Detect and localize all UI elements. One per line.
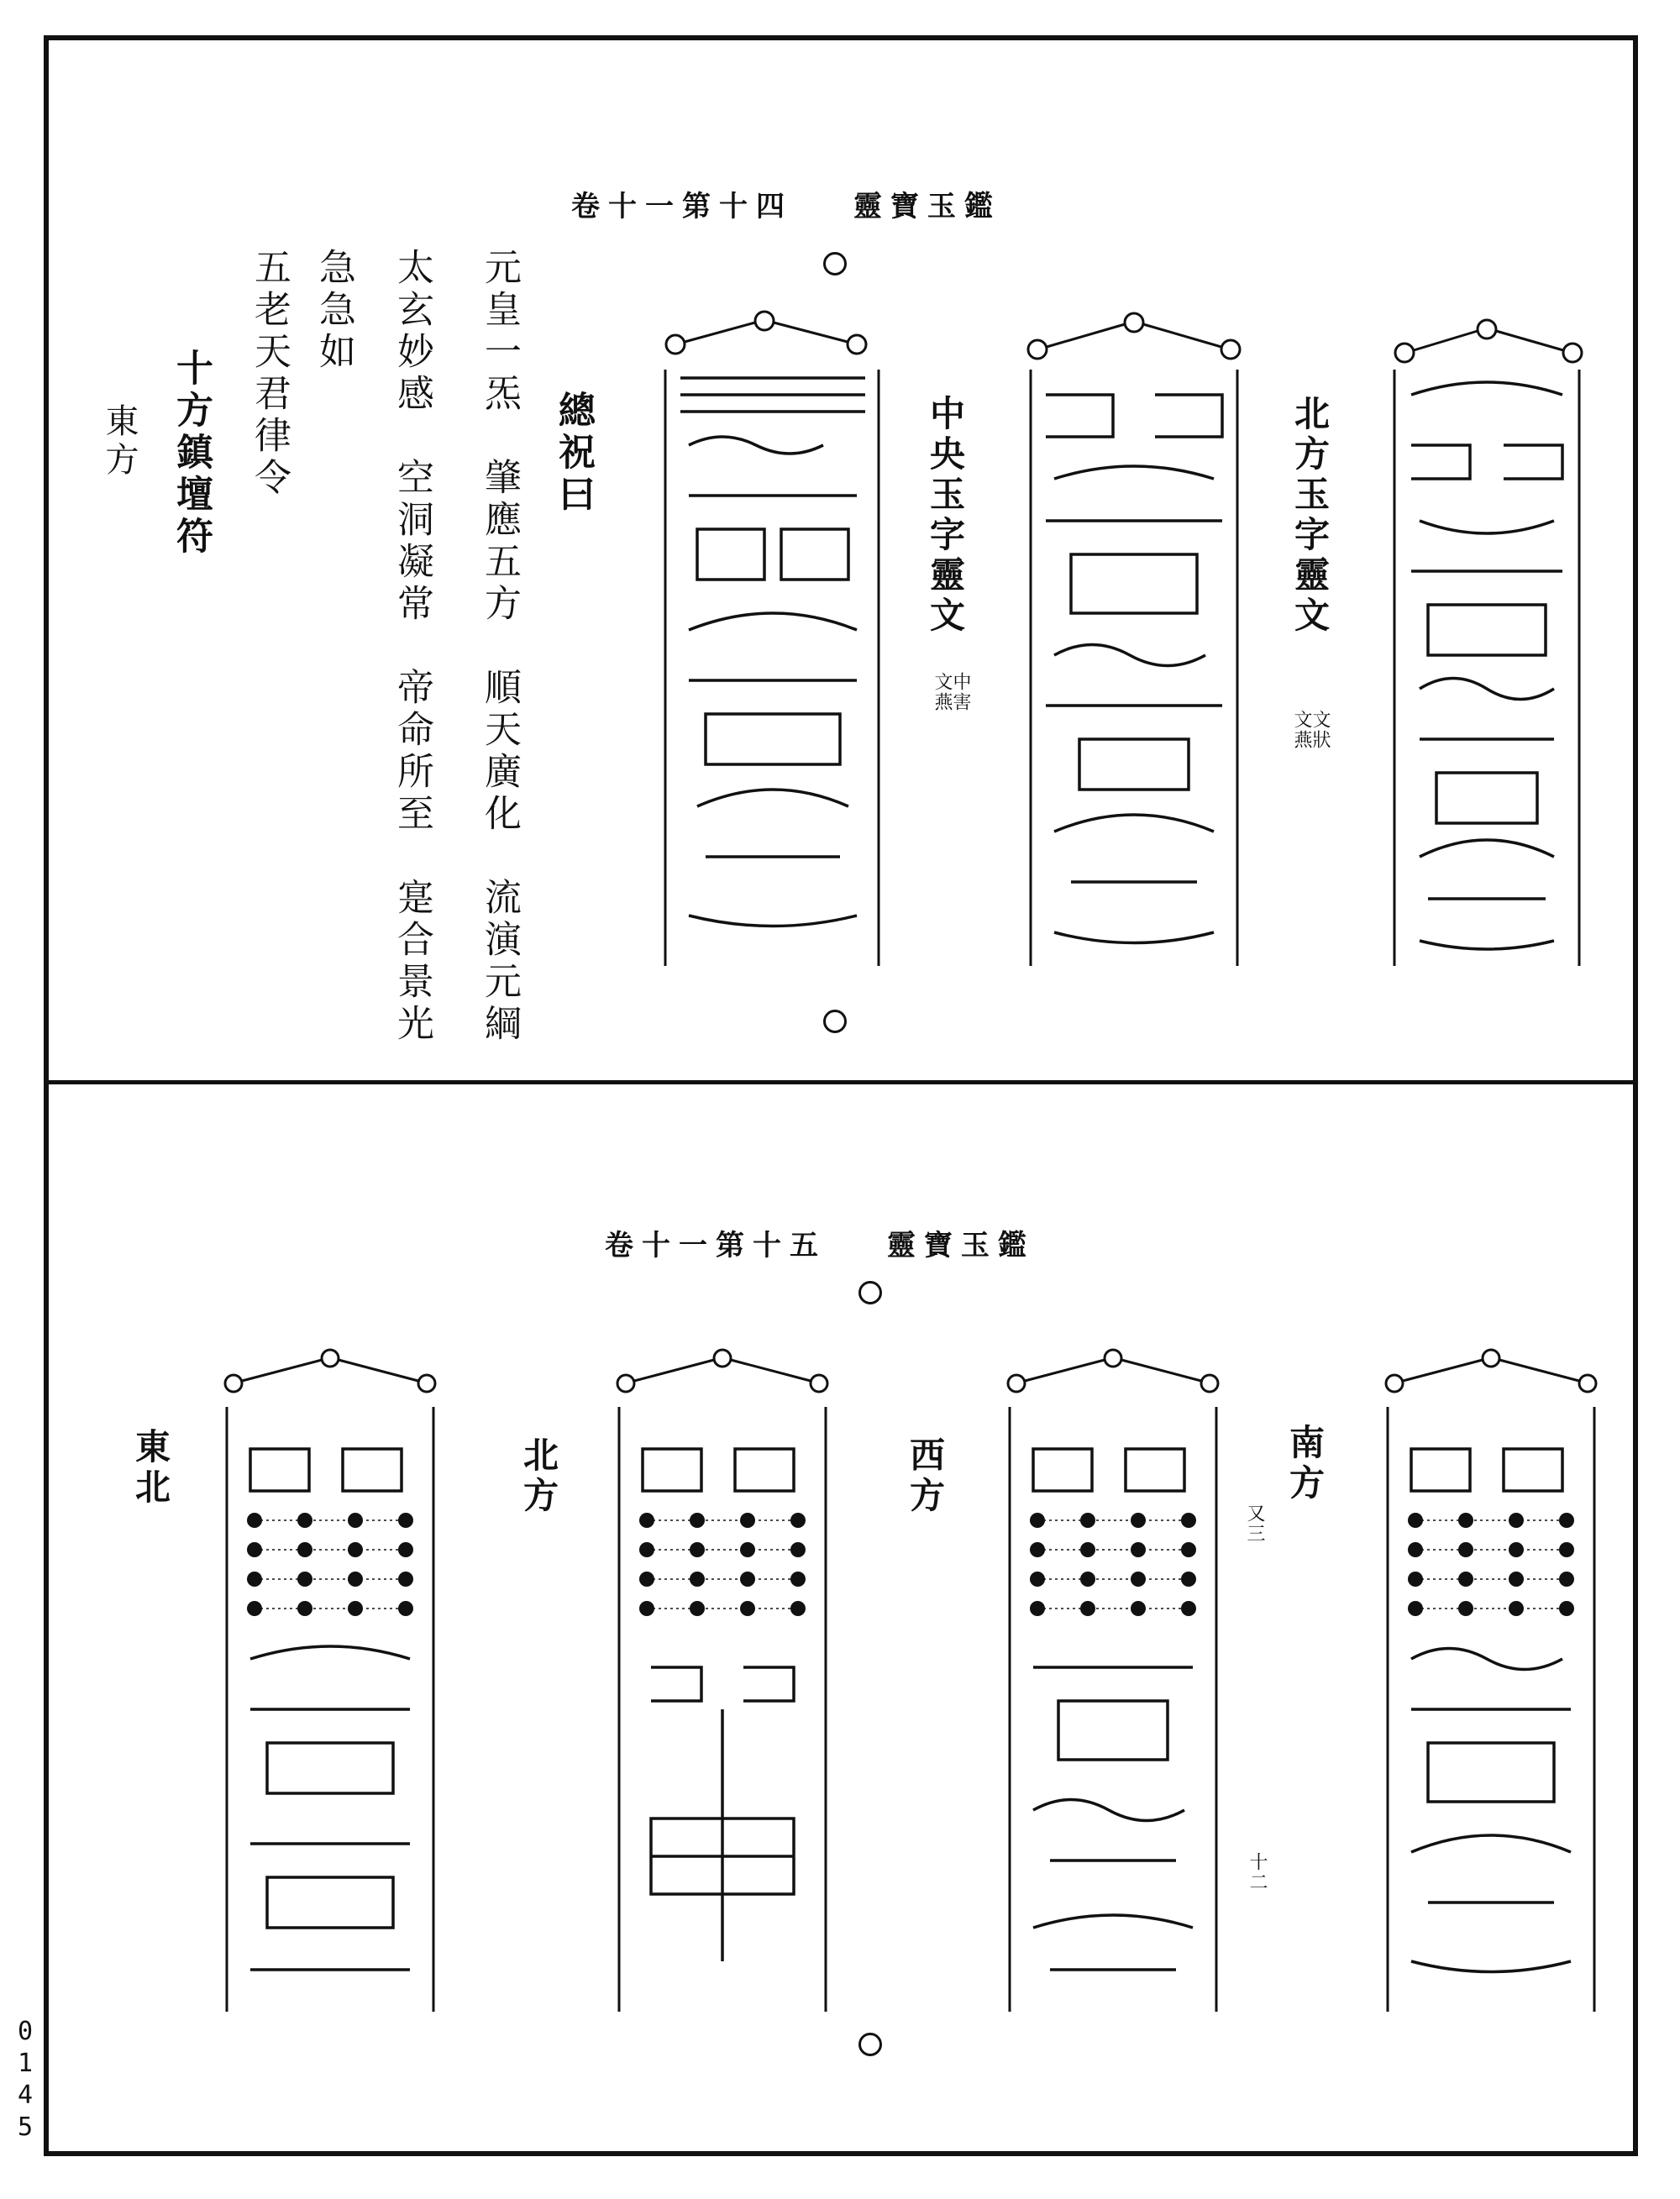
verse-line-5: 十方鎮壇符 (170, 349, 213, 559)
label-center-note: 中害 文燕 (932, 672, 971, 712)
bottom-header-title: 靈寶玉鑑 (886, 1229, 1035, 1262)
label-south: 南方 (1284, 1424, 1326, 1504)
bottom-header (605, 1222, 1035, 1263)
page-number: 0145 (17, 2017, 34, 2142)
label-north-glyph-text: 北方玉字靈文 (1289, 395, 1331, 637)
verse-line-4: 五老天君律令 (248, 248, 291, 500)
label-center-glyph-text: 中央玉字靈文 (925, 395, 966, 637)
verse-line-3: 急急如 (312, 248, 355, 374)
top-ring-lower (823, 1010, 847, 1033)
label-north-note: 文狀 文燕 (1291, 710, 1331, 750)
verse-line-1: 元皇一炁 肇應五方 順天廣化 流演元綱 (478, 248, 521, 1046)
verse-line-2: 太玄妙感 空洞凝常 帝命所至 寔合景光 (391, 248, 433, 1046)
label-south-note-bottom: 十二 (1247, 1852, 1268, 1892)
panel-divider (44, 1080, 1638, 1084)
bottom-header-volume: 卷十一第十五 (605, 1229, 827, 1262)
verse-heading: 總祝曰 (552, 391, 595, 517)
top-ring-upper (823, 252, 847, 276)
label-east-north: 東北 (130, 1428, 171, 1509)
top-header-volume: 卷十一第十四 (571, 190, 793, 223)
label-north: 北方 (518, 1436, 559, 1517)
label-west: 西方 (905, 1436, 946, 1517)
bottom-ring-upper (858, 1281, 882, 1304)
top-header (571, 183, 1001, 224)
label-south-note-top: 又三 (1244, 1504, 1265, 1544)
verse-line-6: 東方 (100, 403, 139, 480)
bottom-ring-lower (858, 2033, 882, 2056)
top-header-title: 靈寶玉鑑 (853, 190, 1001, 223)
